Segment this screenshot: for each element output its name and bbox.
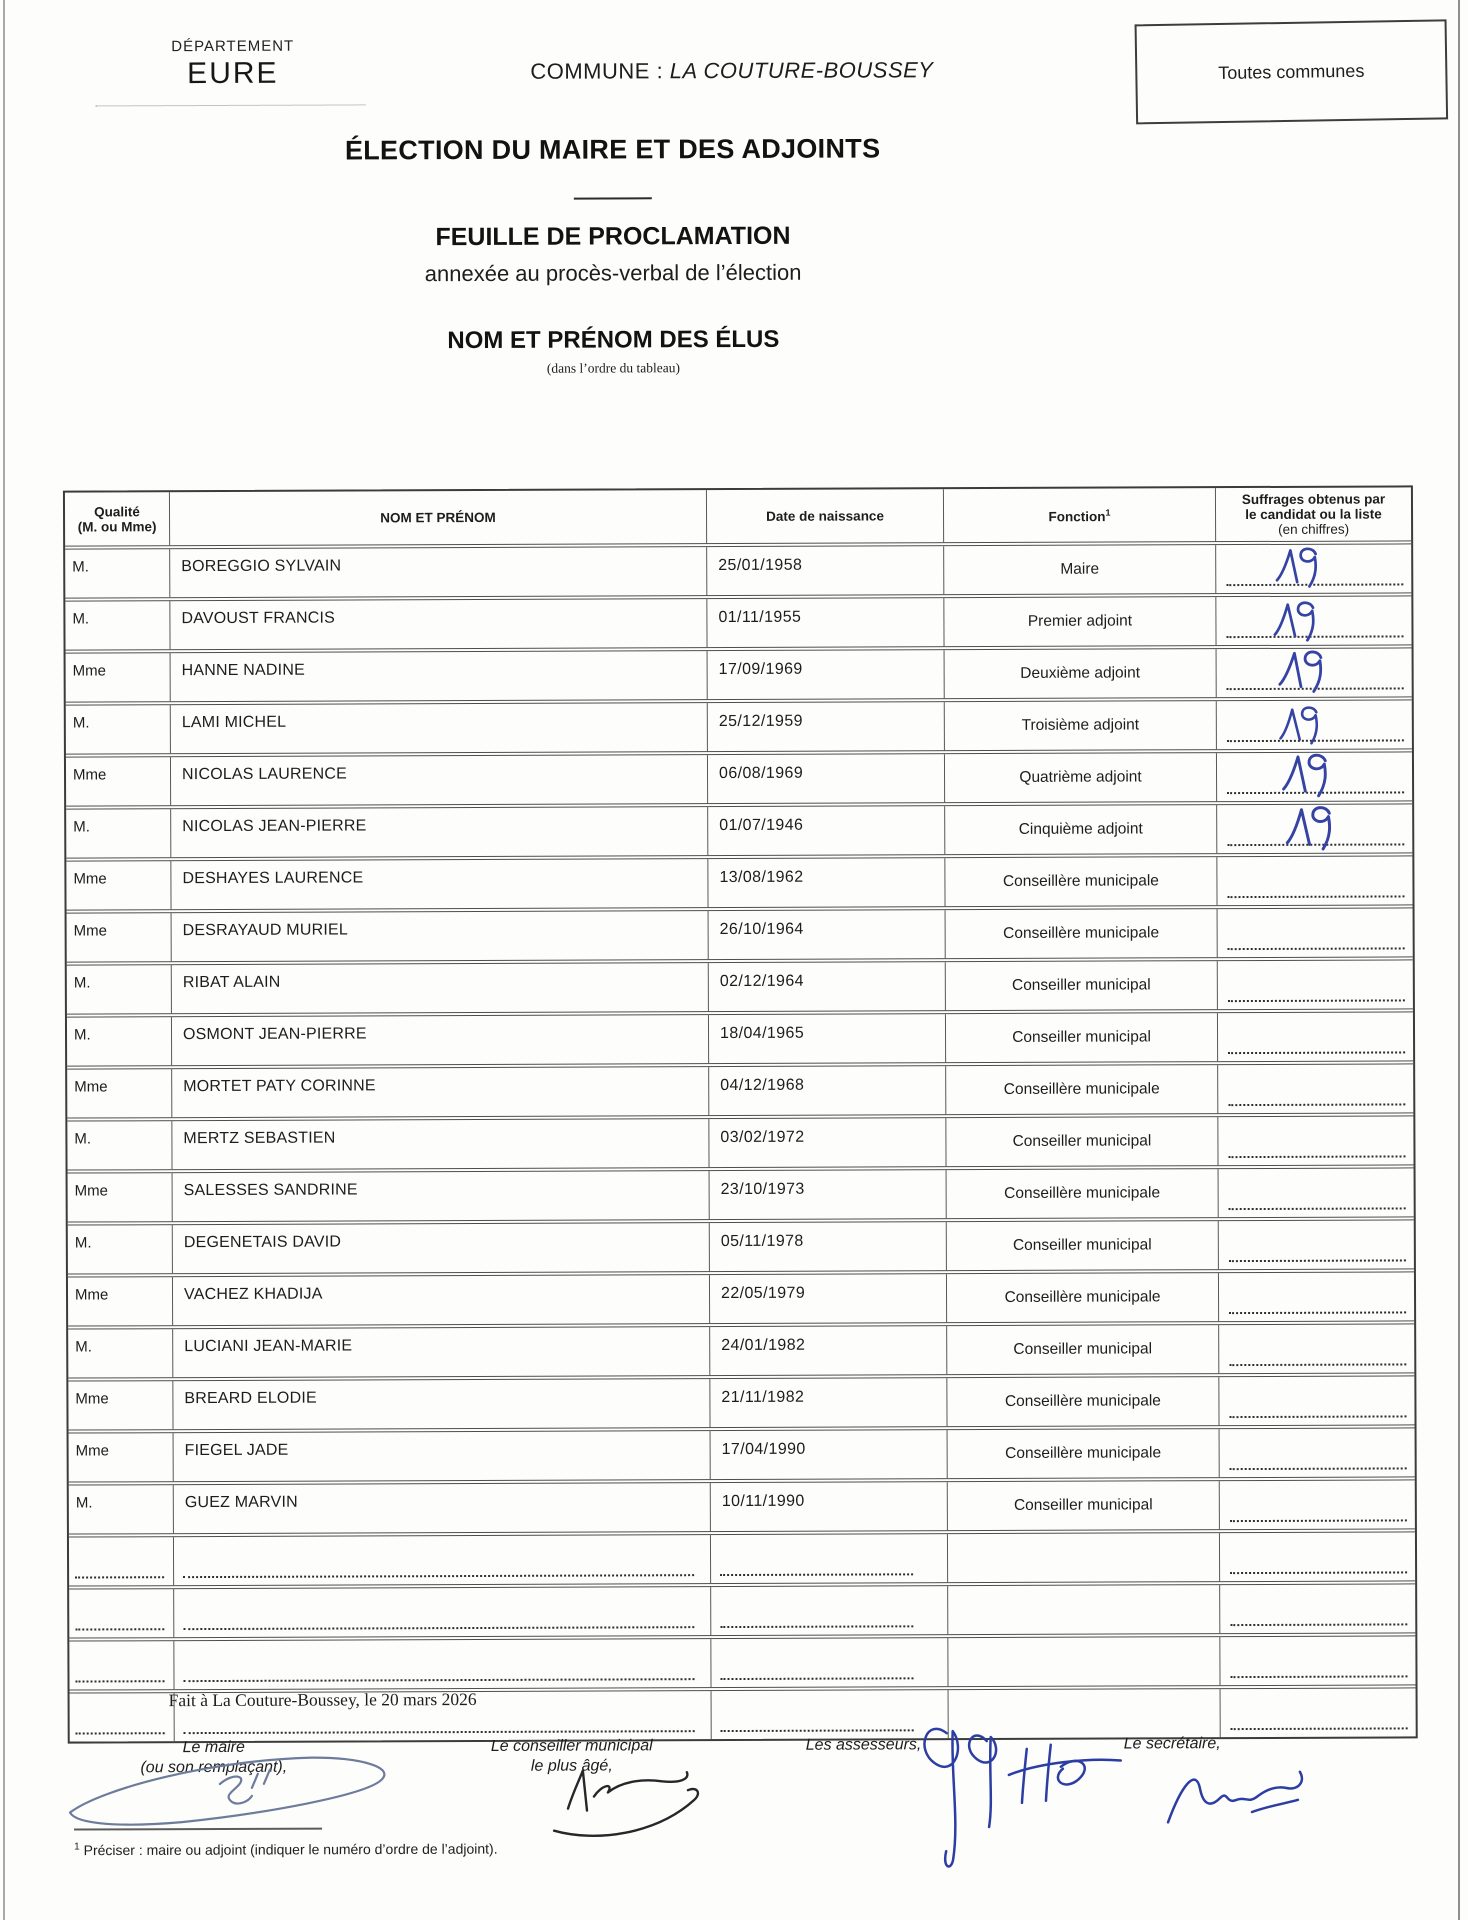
dotted-line xyxy=(721,1729,914,1732)
qualite-cell: M. xyxy=(65,549,170,597)
nom-cell: HANNE NADINE xyxy=(171,651,708,701)
suffrages-cell xyxy=(1216,596,1411,645)
suffrages-cell xyxy=(1220,1636,1415,1685)
table-row xyxy=(68,1320,1414,1377)
suffrages-cell xyxy=(1220,1480,1415,1529)
toutes-communes-label: Toutes communes xyxy=(1218,60,1365,83)
table-row xyxy=(67,956,1413,1013)
table-row xyxy=(68,1372,1414,1429)
qualite-cell: M. xyxy=(66,705,171,753)
fonction-cell: Conseillère municipale xyxy=(947,1169,1219,1218)
nom-cell: NICOLAS JEAN-PIERRE xyxy=(171,807,708,857)
naissance-cell: 17/04/1990 xyxy=(711,1430,948,1479)
table-row xyxy=(68,1164,1414,1221)
naissance-cell: 13/08/1962 xyxy=(708,858,945,907)
dotted-line xyxy=(1229,1467,1406,1470)
suffrages-cell xyxy=(1220,1584,1415,1633)
table-row xyxy=(67,1060,1413,1117)
fonction-cell: Conseillère municipale xyxy=(947,1273,1219,1322)
sheet-title: FEUILLE DE PROCLAMATION xyxy=(435,221,791,252)
table-row xyxy=(67,1112,1413,1169)
conseiller-signature xyxy=(544,1756,744,1847)
naissance-cell: 25/12/1959 xyxy=(708,702,945,751)
table-row xyxy=(67,1008,1413,1065)
qualite-cell xyxy=(70,1693,175,1741)
handwritten-suffrage-19 xyxy=(1271,647,1340,698)
commune-label: COMMUNE : xyxy=(530,58,664,84)
suffrages-cell xyxy=(1217,804,1412,853)
suffrages-cell xyxy=(1220,1532,1415,1581)
place-date-line: Fait à La Couture-Boussey, le 20 mars 2026 xyxy=(168,1688,477,1711)
toutes-communes-box xyxy=(1135,19,1449,124)
section-note: (dans l’ordre du tableau) xyxy=(546,360,681,376)
nom-cell: DEGENETAIS DAVID xyxy=(173,1223,710,1273)
suffrages-cell xyxy=(1220,1428,1415,1477)
dotted-line xyxy=(183,1626,694,1630)
sheet-subtitle: annexée au procès-verbal de l’élection xyxy=(424,259,802,287)
nom-cell: SALESSES SANDRINE xyxy=(173,1171,710,1221)
qualite-cell: M. xyxy=(66,809,171,857)
fonction-cell: Conseiller municipal xyxy=(946,1117,1218,1166)
qualite-cell: Mme xyxy=(66,757,171,805)
naissance-cell xyxy=(711,1586,948,1635)
header-qualite: Qualité (M. ou Mme) xyxy=(65,492,170,545)
dotted-line xyxy=(720,1625,913,1628)
dotted-line xyxy=(184,1730,695,1734)
header-date-naissance: Date de naissance xyxy=(707,489,944,543)
nom-cell: GUEZ MARVIN xyxy=(174,1483,711,1533)
suffrages-cell xyxy=(1221,1688,1416,1737)
naissance-cell: 01/11/1955 xyxy=(707,598,944,647)
nom-cell: OSMONT JEAN-PIERRE xyxy=(172,1015,709,1065)
fonction-cell: Conseiller municipal xyxy=(947,1221,1219,1270)
qualite-cell: Mme xyxy=(66,861,171,909)
suffrages-cell xyxy=(1218,1012,1413,1061)
dotted-line xyxy=(1230,1727,1407,1730)
table-row xyxy=(65,592,1411,649)
dotted-line xyxy=(1230,1623,1407,1626)
fonction-cell: Conseiller municipal xyxy=(947,1325,1219,1374)
suffrages-cell xyxy=(1218,1116,1413,1165)
qualite-cell: M. xyxy=(65,601,170,649)
naissance-cell: 05/11/1978 xyxy=(710,1222,947,1271)
naissance-cell: 01/07/1946 xyxy=(708,806,945,855)
secretaire-signature xyxy=(1156,1754,1356,1840)
header-fonction: Fonction$^1$ xyxy=(944,488,1216,542)
qualite-cell: Mme xyxy=(66,653,171,701)
section-title: NOM ET PRÉNOM DES ÉLUS xyxy=(447,325,780,355)
nom-cell: DESRAYAUD MURIEL xyxy=(172,911,709,961)
nom-cell: RIBAT ALAIN xyxy=(172,963,709,1013)
naissance-cell: 17/09/1969 xyxy=(708,650,945,699)
table-row xyxy=(65,540,1411,597)
naissance-cell: 18/04/1965 xyxy=(709,1014,946,1063)
suffrages-cell xyxy=(1217,648,1412,697)
header-nom: NOM ET PRÉNOM xyxy=(170,490,707,545)
fonction-cell: Conseillère municipale xyxy=(945,857,1217,906)
fonction-cell: Conseillère municipale xyxy=(946,909,1218,958)
naissance-cell: 26/10/1964 xyxy=(709,910,946,959)
naissance-cell: 03/02/1972 xyxy=(709,1118,946,1167)
qualite-cell: Mme xyxy=(69,1433,174,1481)
maire-signature-label: Le maire (ou son remplaçant), xyxy=(140,1738,288,1777)
fonction-cell xyxy=(948,1585,1220,1634)
table-row xyxy=(67,904,1413,961)
dotted-line xyxy=(1228,999,1405,1002)
naissance-cell: 02/12/1964 xyxy=(709,962,946,1011)
qualite-cell xyxy=(69,1537,174,1585)
handwritten-suffrage-19 xyxy=(1276,802,1350,858)
dotted-line xyxy=(1230,1675,1407,1678)
dotted-line xyxy=(1229,1415,1406,1418)
nom-cell: DESHAYES LAURENCE xyxy=(171,859,708,909)
footnote-ref: 1 xyxy=(1105,507,1111,518)
qualite-cell: M. xyxy=(67,965,172,1013)
table-row xyxy=(66,800,1412,857)
qualite-cell: Mme xyxy=(67,1069,172,1117)
fonction-cell xyxy=(948,1533,1220,1582)
header-suffrages: Suffrages obtenus par le candidat ou la liste (en chiffres) xyxy=(1241,491,1386,537)
dotted-line xyxy=(720,1677,913,1680)
fonction-cell: Premier adjoint xyxy=(944,597,1216,646)
fonction-cell: Troisième adjoint xyxy=(945,701,1217,750)
dotted-line xyxy=(1230,1571,1407,1574)
nom-cell: MORTET PATY CORINNE xyxy=(172,1067,709,1117)
fonction-cell: Deuxième adjoint xyxy=(945,649,1217,698)
fonction-cell: Conseiller municipal xyxy=(946,1013,1218,1062)
suffrages-cell xyxy=(1218,960,1413,1009)
suffrages-cell xyxy=(1219,1324,1414,1373)
nom-cell: FIEGEL JADE xyxy=(174,1431,711,1481)
department-dotted-line xyxy=(95,104,365,106)
table-row xyxy=(66,644,1412,701)
table-header-row xyxy=(65,487,1411,545)
naissance-cell xyxy=(711,1534,948,1583)
department-name: EURE xyxy=(187,56,279,91)
suffrages-cell xyxy=(1217,752,1412,801)
nom-cell: BOREGGIO SYLVAIN xyxy=(170,547,707,597)
suffrages-cell xyxy=(1218,908,1413,957)
maire-signature xyxy=(62,1749,407,1835)
table-row xyxy=(69,1580,1415,1637)
dotted-line xyxy=(1229,1363,1406,1366)
qualite-cell xyxy=(69,1641,174,1689)
qualite-cell xyxy=(69,1589,174,1637)
naissance-cell: 24/01/1982 xyxy=(710,1326,947,1375)
fonction-cell: Conseiller municipal xyxy=(948,1481,1220,1530)
fonction-cell: Conseillère municipale xyxy=(947,1377,1219,1426)
qualite-cell: M. xyxy=(68,1225,173,1273)
suffrages-cell xyxy=(1219,1220,1414,1269)
fonction-cell: Quatrième adjoint xyxy=(945,753,1217,802)
dotted-line xyxy=(75,1576,164,1578)
dotted-line xyxy=(720,1573,913,1576)
dotted-line xyxy=(1228,1155,1405,1158)
nom-cell xyxy=(174,1639,711,1689)
table-row xyxy=(66,748,1412,805)
qualite-cell: Mme xyxy=(68,1173,173,1221)
fonction-cell xyxy=(948,1637,1220,1686)
elected-officials-table xyxy=(63,485,1418,1743)
table-row xyxy=(69,1632,1415,1689)
table-row xyxy=(66,696,1412,753)
naissance-cell: 04/12/1968 xyxy=(709,1066,946,1115)
qualite-cell: M. xyxy=(67,1017,172,1065)
dotted-line xyxy=(1227,947,1404,950)
qualite-cell: M. xyxy=(68,1329,173,1377)
qualite-cell: Mme xyxy=(68,1277,173,1325)
dotted-line xyxy=(75,1680,164,1682)
qualite-cell: M. xyxy=(67,1121,172,1169)
naissance-cell: 21/11/1982 xyxy=(710,1378,947,1427)
naissance-cell: 10/11/1990 xyxy=(711,1482,948,1531)
nom-cell xyxy=(174,1535,711,1585)
nom-cell: BREARD ELODIE xyxy=(173,1379,710,1429)
dotted-line xyxy=(1228,1103,1405,1106)
table-row xyxy=(68,1216,1414,1273)
dotted-line xyxy=(183,1678,694,1682)
table-row xyxy=(69,1476,1415,1533)
naissance-cell xyxy=(711,1638,948,1687)
nom-cell xyxy=(174,1587,711,1637)
nom-cell: DAVOUST FRANCIS xyxy=(170,599,707,649)
dotted-line xyxy=(1230,1519,1407,1522)
dotted-line xyxy=(1227,895,1404,898)
title-underline xyxy=(0,184,1228,207)
main-title: ÉLECTION DU MAIRE ET DES ADJOINTS xyxy=(344,133,881,166)
footnote: $^1$ Préciser : maire ou adjoint (indiquer le numéro d’ordre de l’adjoint). xyxy=(74,1840,498,1859)
naissance-cell: 22/05/1979 xyxy=(710,1274,947,1323)
dotted-line xyxy=(76,1732,165,1734)
suffrages-cell xyxy=(1217,700,1412,749)
dotted-line xyxy=(75,1628,164,1630)
table-row xyxy=(66,852,1412,909)
commune-line xyxy=(530,57,933,85)
table-body xyxy=(65,540,1416,1741)
qualite-cell: M. xyxy=(69,1485,174,1533)
nom-cell: VACHEZ KHADIJA xyxy=(173,1275,710,1325)
handwritten-suffrage-19 xyxy=(1268,544,1334,594)
naissance-cell: 06/08/1969 xyxy=(708,754,945,803)
secretaire-signature-label: Le secrétaire, xyxy=(1123,1735,1221,1753)
suffrages-cell xyxy=(1219,1376,1414,1425)
qualite-cell: Mme xyxy=(68,1381,173,1429)
suffrages-cell xyxy=(1217,856,1412,905)
department-block xyxy=(95,37,370,91)
qualite-cell: Mme xyxy=(67,913,172,961)
naissance-cell: 25/01/1958 xyxy=(707,546,944,595)
suffrages-cell xyxy=(1216,544,1411,593)
dotted-line xyxy=(183,1574,694,1578)
suffrages-cell xyxy=(1219,1272,1414,1321)
department-label: DÉPARTEMENT xyxy=(171,37,295,56)
nom-cell: LAMI MICHEL xyxy=(171,703,708,753)
handwritten-suffrage-19 xyxy=(1271,702,1336,751)
fonction-cell: Maire xyxy=(944,545,1216,594)
suffrages-cell xyxy=(1219,1168,1414,1217)
suffrages-cell xyxy=(1218,1064,1413,1113)
nom-cell: MERTZ SEBASTIEN xyxy=(172,1119,709,1169)
fonction-cell: Conseiller municipal xyxy=(946,961,1218,1010)
assesseurs-signature-label: Les assesseurs, xyxy=(805,1736,922,1754)
naissance-cell: 23/10/1973 xyxy=(710,1170,947,1219)
dotted-line xyxy=(1229,1259,1406,1262)
assesseurs-signatures xyxy=(909,1710,1150,1883)
handwritten-suffrage-19 xyxy=(1265,598,1332,649)
handwritten-suffrage-19 xyxy=(1274,750,1346,803)
commune-name: LA COUTURE-BOUSSEY xyxy=(669,57,934,84)
table-row xyxy=(69,1528,1415,1585)
nom-cell: NICOLAS LAURENCE xyxy=(171,755,708,805)
dotted-line xyxy=(1228,1051,1405,1054)
fonction-cell: Cinquième adjoint xyxy=(945,805,1217,854)
dotted-line xyxy=(1229,1311,1406,1314)
dotted-line xyxy=(1228,1207,1405,1210)
fonction-cell: Conseillère municipale xyxy=(946,1065,1218,1114)
nom-cell: LUCIANI JEAN-MARIE xyxy=(173,1327,710,1377)
table-row xyxy=(69,1424,1415,1481)
table-row xyxy=(68,1268,1414,1325)
conseiller-signature-label: Le conseiller municipal le plus âgé, xyxy=(490,1737,653,1775)
fonction-cell: Conseillère municipale xyxy=(948,1429,1220,1478)
